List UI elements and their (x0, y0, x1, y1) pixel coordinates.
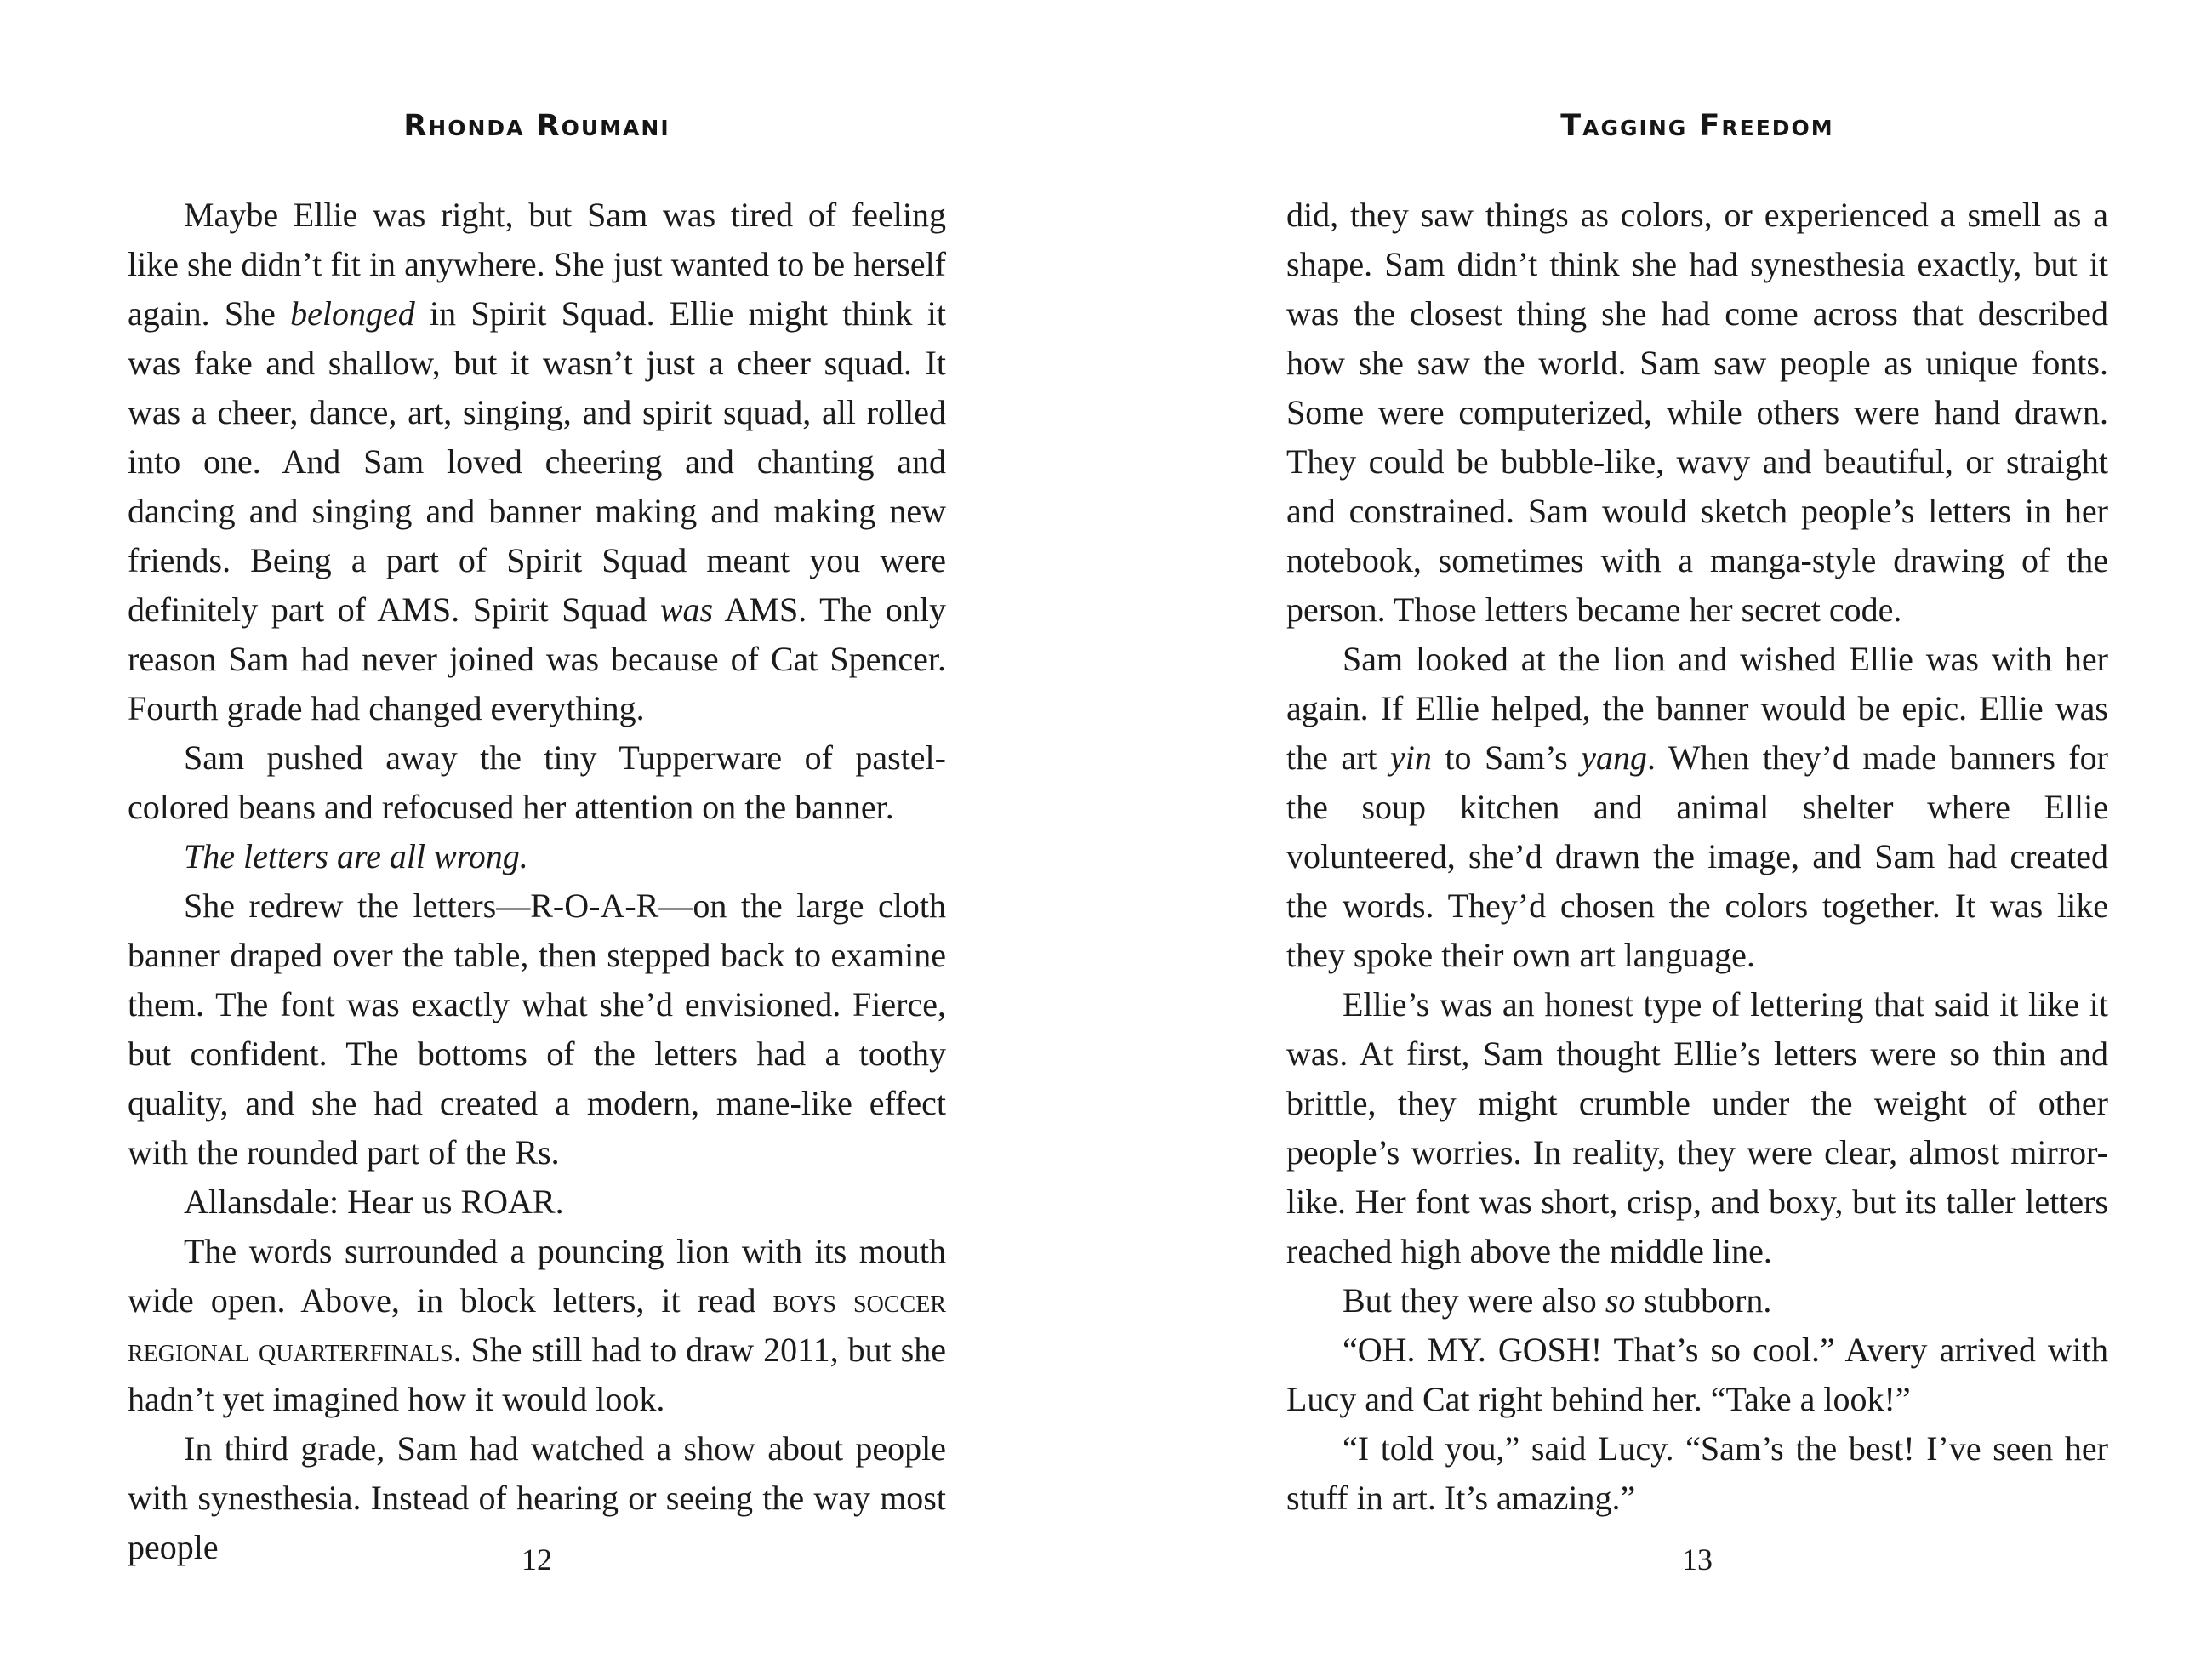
paragraph (128, 733, 946, 832)
page-right-text-column (1286, 0, 2108, 1659)
paragraph (1286, 635, 2108, 980)
text-segment: The letters are all wrong. (184, 837, 528, 875)
paragraph (1286, 980, 2108, 1276)
text-segment: in Spirit Squad. Ellie might think it was fake and shallow, but it wasn’t just a cheer squad. It was a cheer, dance, art, singing, and spirit squad, all rolled into one. And Sam loved cheering and chanting and dancing and singing and banner making and making new friends. Being a part of Spirit Squad meant you were definitely part of AMS. Spirit Squad (128, 294, 946, 629)
text-segment: Sam looked at the lion and wished Ellie was with her again. If Ellie helped, the banner would be epic. Ellie was the art (1286, 640, 2108, 777)
text-segment: Sam pushed away the tiny Tupperware of pastel-colored beans and refocused her attention on the banner. (128, 738, 946, 826)
running-head-author: Rhonda Roumani (403, 109, 670, 143)
text-segment: yin (1390, 738, 1432, 777)
paragraph (1286, 1325, 2108, 1424)
paragraph (128, 832, 946, 881)
text-segment: stubborn. (1635, 1281, 1772, 1320)
text-segment: boys soccer regional quarterfinals (128, 1281, 946, 1369)
text-segment: In third grade, Sam had watched a show about people with synesthesia. Instead of hearing or seeing the way most people (128, 1429, 946, 1566)
paragraph (128, 1177, 946, 1227)
page-number-right: 13 (1682, 1542, 1713, 1576)
text-segment: belonged (290, 294, 415, 333)
text-segment: . When they’d made banners for the soup kitchen and animal shelter where Ellie volunteered, she’d drawn the image, and Sam had created the words. They’d chosen the colors together. It was like they spoke their own art language. (1286, 738, 2109, 974)
text-segment: AMS. The only reason Sam had never joined was because of Cat Spencer. Fourth grade had changed everything. (128, 590, 946, 727)
text-segment: The words surrounded a pouncing lion with its mouth wide open. Above, in block letters, it read (128, 1232, 946, 1320)
page-left-body (128, 191, 946, 1572)
text-segment: so (1605, 1281, 1636, 1320)
paragraph (128, 881, 946, 1177)
running-head-title: Tagging Freedom (1560, 109, 1834, 143)
paragraph (1286, 1276, 2108, 1325)
paragraph (128, 1227, 946, 1424)
paragraph (128, 191, 946, 733)
paragraph (1286, 1424, 2108, 1523)
text-segment: Maybe Ellie was right, but Sam was tired of feeling like she didn’t fit in anywhere. She just wanted to be herself again. She (128, 196, 946, 333)
page-left-text-column (128, 0, 946, 1659)
text-segment: yang (1581, 738, 1647, 777)
text-segment: . She still had to draw 2011, but she hadn’t yet imagined how it would look. (128, 1331, 946, 1418)
text-segment: Ellie’s was an honest type of lettering that said it like it was. At first, Sam thought Ellie’s letters were so thin and brittle, they might crumble under the weight of other people’s worries. In reality, they were clear, almost mirror-like. Her font was short, crisp, and boxy, but its taller letters reached high above the middle line. (1286, 985, 2108, 1270)
page-number-left: 12 (522, 1542, 552, 1576)
text-segment: to Sam’s (1431, 738, 1582, 777)
text-segment: She redrew the letters—R-O-A-R—on the large cloth banner draped over the table, then stepped back to examine them. The font was exactly what she’d envisioned. Fierce, but confident. The bottoms of the letters had a toothy quality, and she had created a modern, mane-like effect with the rounded part of the Rs. (128, 887, 946, 1172)
page-right (1106, 0, 2212, 1659)
text-segment: did, they saw things as colors, or experienced a smell as a shape. Sam didn’t think she had synesthesia exactly, but it was the closest thing she had come across that described how she saw the world. Sam saw people as unique fonts. Some were computerized, while others were hand drawn. They could be bubble-like, wavy and beautiful, or straight and constrained. Sam would sketch people’s letters in her notebook, sometimes with a manga-style drawing of the person. Those letters became her secret code. (1286, 196, 2108, 629)
text-segment: was (659, 590, 714, 629)
text-segment: But they were also (1343, 1281, 1605, 1320)
text-segment: “I told you,” said Lucy. “Sam’s the best! I’ve seen her stuff in art. It’s amazing.” (1286, 1429, 2108, 1517)
text-segment: “OH. MY. GOSH! That’s so cool.” Avery arrived with Lucy and Cat right behind her. “Take a look!” (1286, 1331, 2108, 1418)
text-segment: Allansdale: Hear us ROAR. (184, 1183, 564, 1221)
page-right-body (1286, 191, 2108, 1523)
paragraph (1286, 191, 2108, 635)
